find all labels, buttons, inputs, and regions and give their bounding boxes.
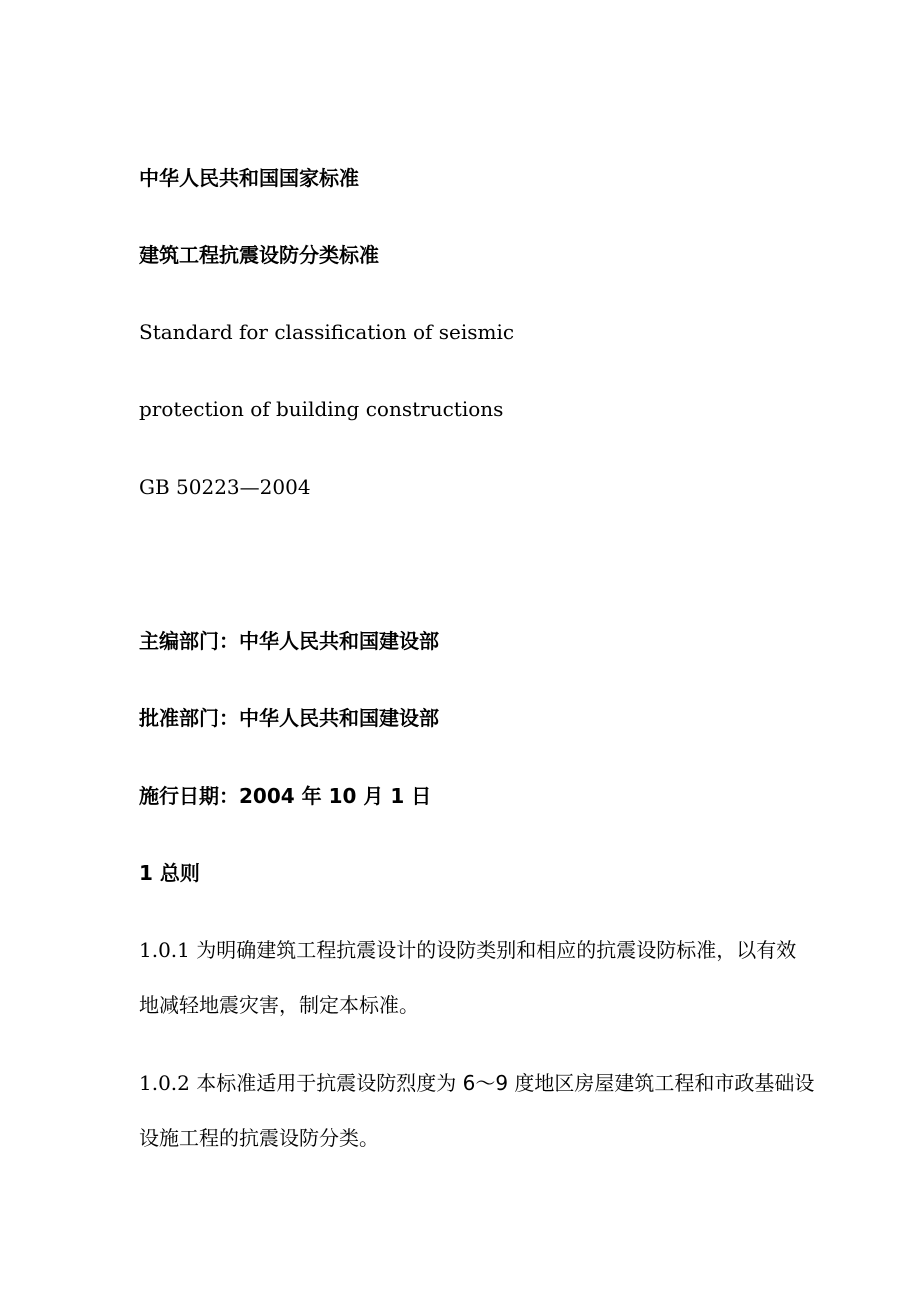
clause-2-line2: 设施工程的抗震设防分类。 [139,1126,379,1150]
clause-text: 本标准适用于抗震设防烈度为 6～9 度地区房屋建筑工程和市政基础设 [196,1071,815,1095]
effective-date: 施行日期：2004 年 10 月 1 日 [139,784,432,808]
standard-title-cn: 建筑工程抗震设防分类标准 [139,243,379,267]
national-standard-title: 中华人民共和国国家标准 [139,166,359,190]
clause-number: 1.0.2 [139,1071,190,1095]
standard-title-en-line2: protection of building constructions [139,397,504,421]
standard-code: GB 50223—2004 [139,475,311,499]
approver-department: 批准部门：中华人民共和国建设部 [139,706,439,730]
clause-number: 1.0.1 [139,938,190,962]
section-heading: 1 总则 [139,861,200,885]
standard-title-en-line1: Standard for classification of seismic [139,320,515,344]
clause-2-line1 [139,1071,814,1095]
editor-department: 主编部门：中华人民共和国建设部 [139,629,439,653]
clause-1-line1 [139,938,796,962]
clause-1-line2: 地减轻地震灾害，制定本标准。 [139,993,419,1017]
clause-text: 为明确建筑工程抗震设计的设防类别和相应的抗震设防标准，以有效 [196,938,797,962]
